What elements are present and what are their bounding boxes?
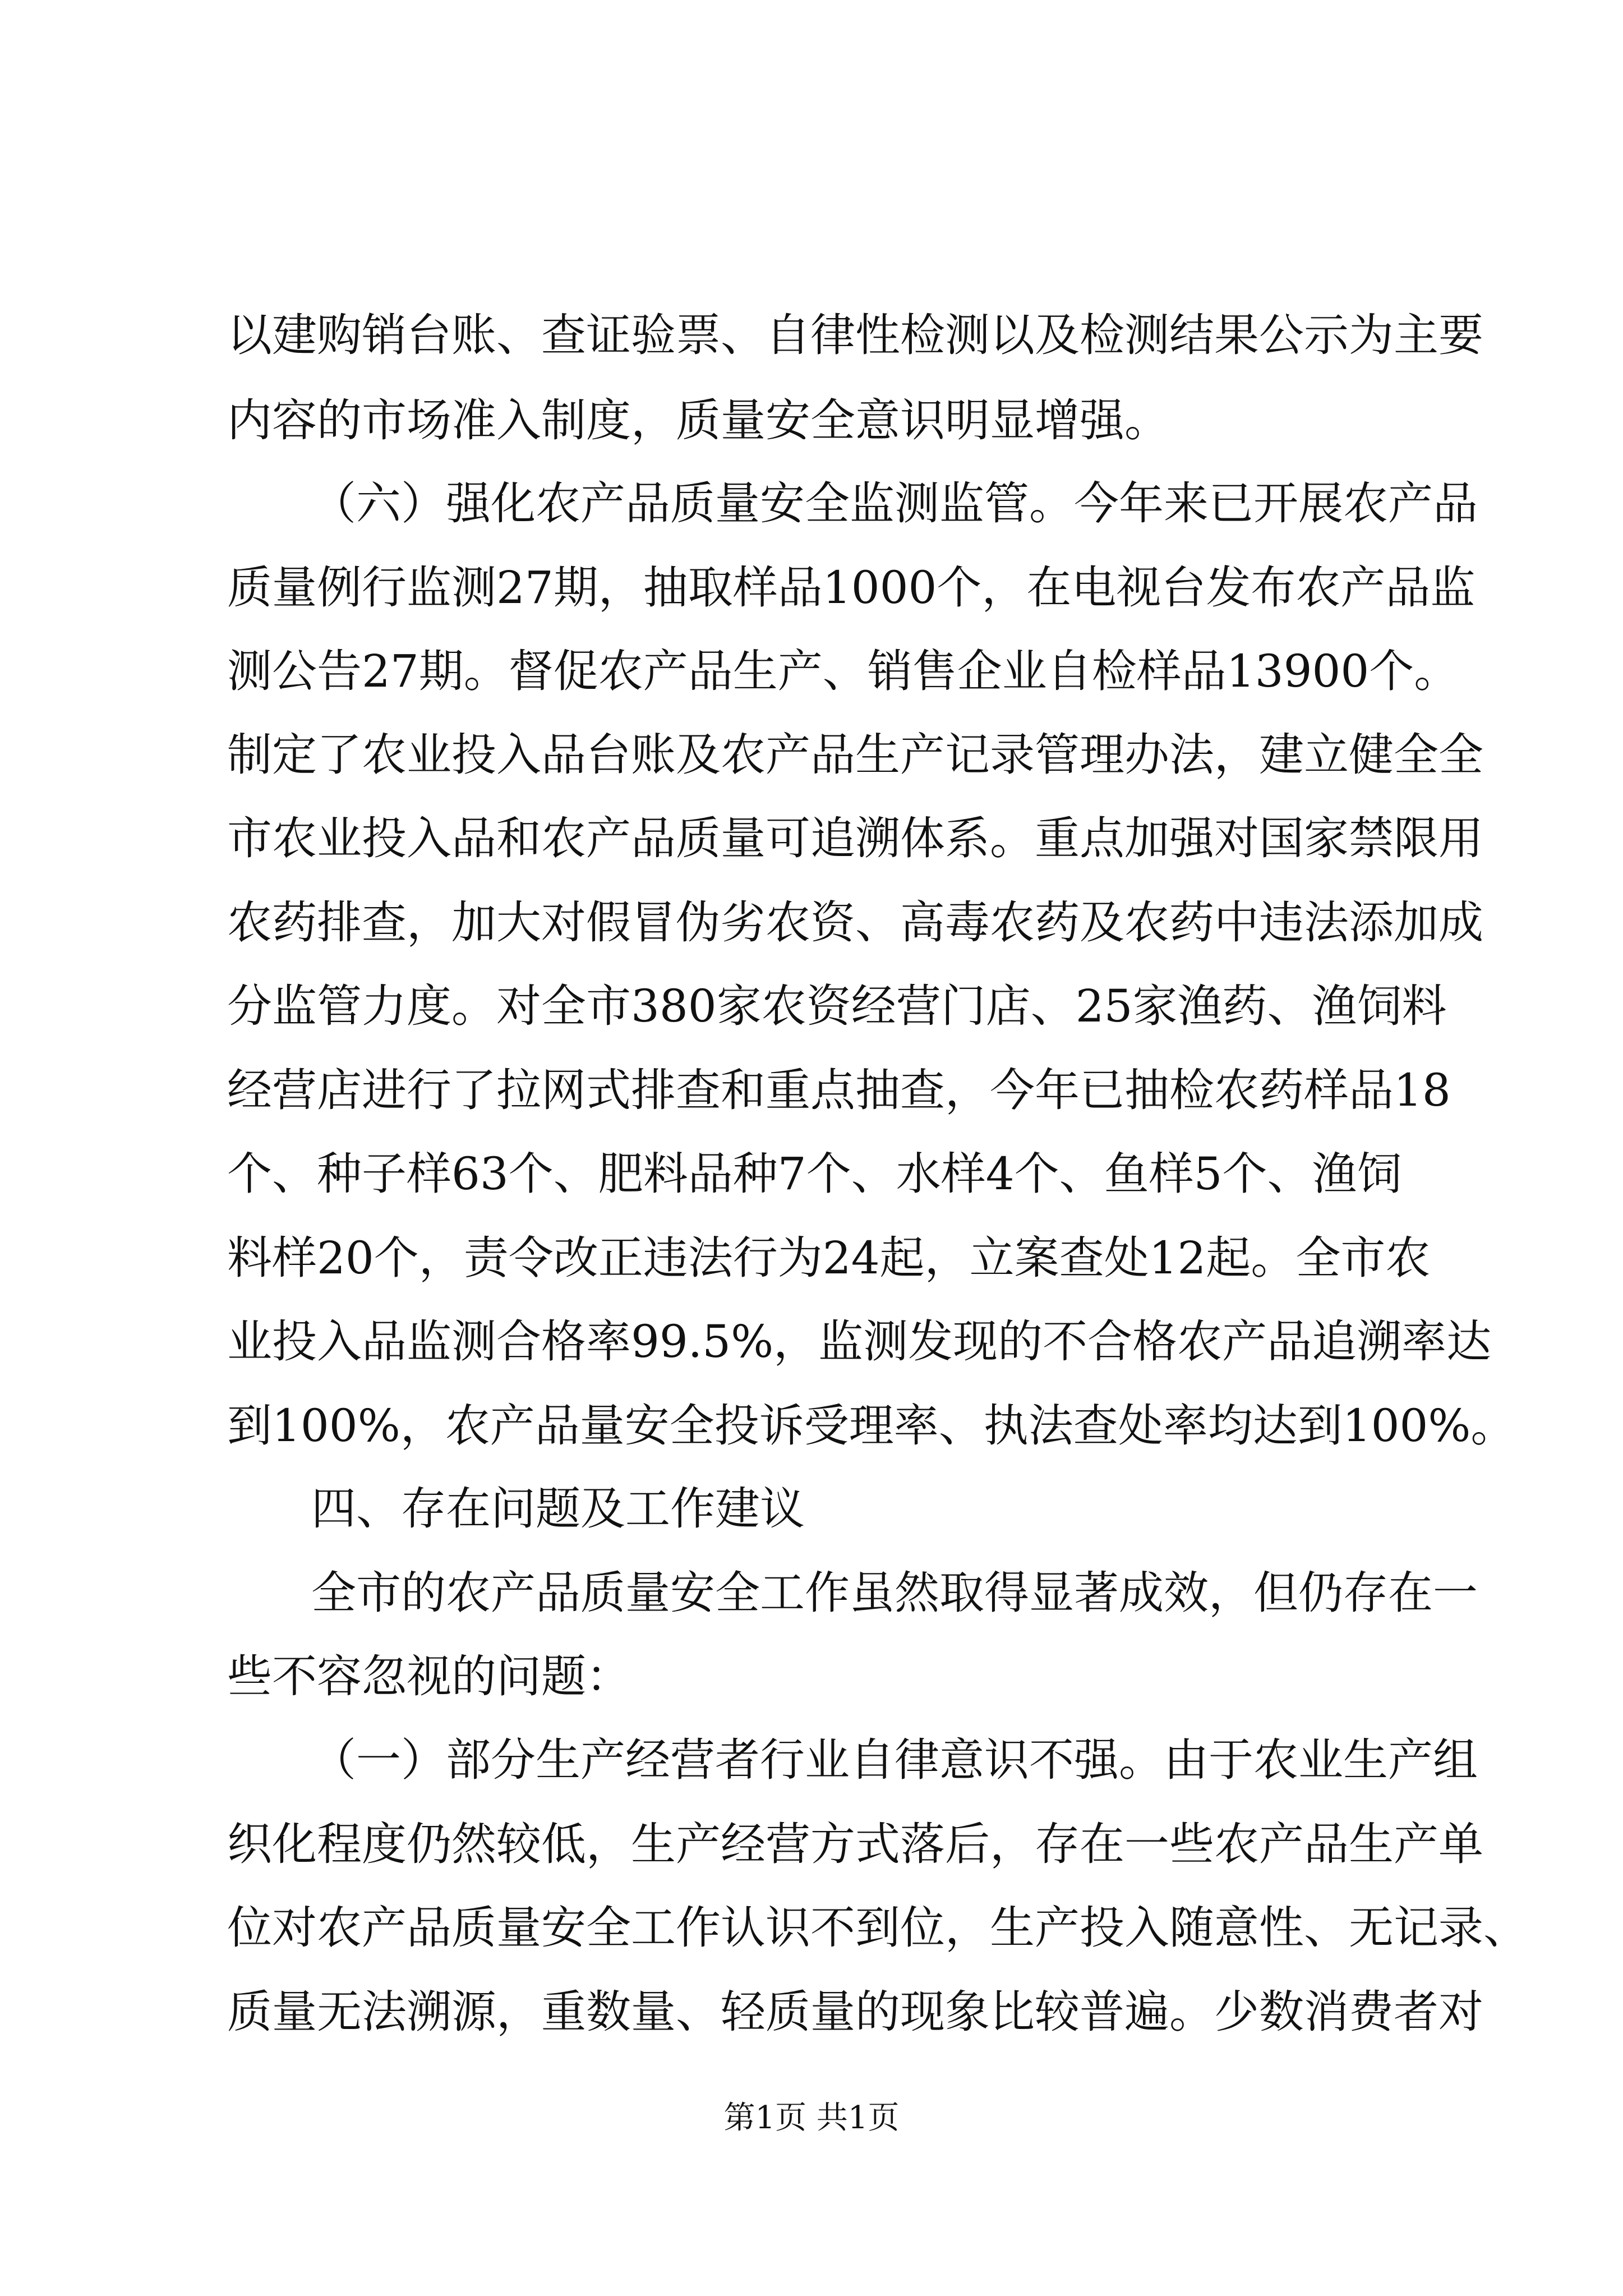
text-line-8: 农药排查，加大对假冒伪劣农资、高毒农药及农药中违法添加成: [227, 896, 1483, 949]
text-line-4: 质量例行监测27期，抽取样品1000个，在电视台发布农产品监: [227, 562, 1476, 614]
text-line-1: 以建购销台账、查证验票、自律性检测以及检测结果公示为主要: [227, 309, 1483, 361]
text-line-16: 全市的农产品质量安全工作虽然取得显著成效，但仍存在一: [311, 1567, 1478, 1619]
text-line-21: 质量无法溯源，重数量、轻质量的现象比较普遍。少数消费者对: [227, 1986, 1483, 2038]
section-heading: 四、存在问题及工作建议: [311, 1483, 805, 1535]
text-line-7: 市农业投入品和农产品质量可追溯体系。重点加强对国家禁限用: [227, 812, 1483, 864]
text-line-12: 料样20个，责令改正违法行为24起，立案查处12起。全市农: [227, 1232, 1431, 1284]
text-line-10: 经营店进行了拉网式排查和重点抽查，今年已抽检农药样品18: [227, 1064, 1451, 1116]
text-line-5: 测公告27期。督促农产品生产、销售企业自检样品13900个。: [227, 645, 1459, 697]
text-line-2: 内容的市场准入制度，质量安全意识明显增强。: [227, 394, 1169, 447]
page-footer: 第1页 共1页: [723, 2100, 900, 2136]
text-line-6: 制定了农业投入品台账及农产品生产记录管理办法，建立健全全: [227, 729, 1483, 781]
text-line-14: 到100%，农产品量安全投诉受理率、执法查处率均达到100%。: [227, 1400, 1516, 1452]
text-line-17: 些不容忽视的问题：: [227, 1650, 631, 1703]
text-line-18: （一）部分生产经营者行业自律意识不强。由于农业生产组: [311, 1734, 1478, 1786]
text-line-3: （六）强化农产品质量安全监测监管。今年来已开展农产品: [311, 477, 1478, 530]
text-line-19: 织化程度仍然较低，生产经营方式落后，存在一些农产品生产单: [227, 1818, 1483, 1870]
text-line-9: 分监管力度。对全市380家农资经营门店、25家渔药、渔饲料: [227, 980, 1447, 1032]
text-line-11: 个、种子样63个、肥料品种7个、水样4个、鱼样5个、渔饲: [227, 1148, 1402, 1200]
text-line-13: 业投入品监测合格率99.5%，监测发现的不合格农产品追溯率达: [227, 1315, 1492, 1368]
text-line-20: 位对农产品质量安全工作认识不到位，生产投入随意性、无记录、: [227, 1902, 1528, 1954]
